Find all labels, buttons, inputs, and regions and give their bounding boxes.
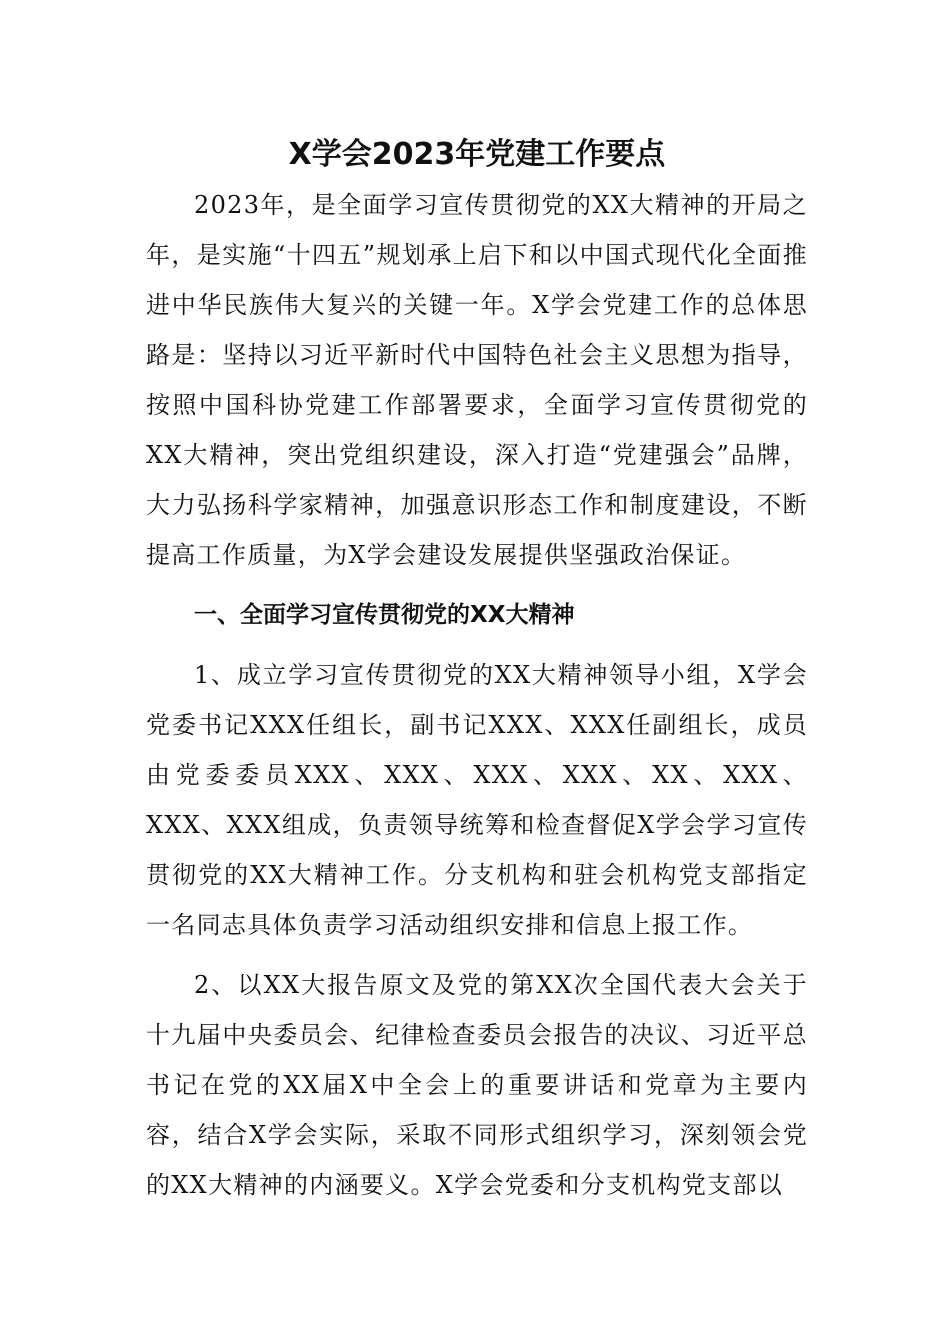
document-title: X学会2023年党建工作要点 <box>288 137 666 172</box>
paragraph-gap <box>146 640 808 650</box>
intro-paragraph: 2023年，是全面学习宣传贯彻党的XX大精神的开局之年，是实施“十四五”规划承上启下和以中国式现代化全面推进中华民族伟大复兴的关键一年。X学会党建工作的总体思路是：坚持以习近平新时代中国特色社会主义思想为指导，按照中国科协党建工作部署要求，全面学习宣传贯彻党的XX大精神，突出党组织建设，深入打造“党建强会”品牌，大力弘扬科学家精神，加强意识形态工作和制度建设，不断提高工作质量，为X学会建设发展提供坚强政治保证。 <box>146 191 808 569</box>
paragraph-gap <box>146 950 808 960</box>
section-heading-1: 一、全面学习宣传贯彻党的XX大精神 <box>194 602 575 628</box>
item-paragraph-1: 1、成立学习宣传贯彻党的XX大精神领导小组，X学会党委书记XXX任组长，副书记XXX、XXX任副组长，成员由党委委员XXX、XXX、XXX、XXX、XX、XXX、XXX、XXX组成，负责领导统筹和检查督促X学会学习宣传贯彻党的XX大精神工作。分支机构和驻会机构党支部指定一名同志具体负责学习活动组织安排和信息上报工作。 <box>146 661 808 939</box>
item-paragraph-2: 2、以XX大报告原文及党的第XX次全国代表大会关于十九届中央委员会、纪律检查委员会报告的决议、习近平总书记在党的XX届X中全会上的重要讲话和党章为主要内容，结合X学会实际，采取不同形式组织学习，深刻领会党的XX大精神的内涵要义。X学会党委和分支机构党支部以 <box>146 971 808 1199</box>
document-body <box>146 130 808 1210</box>
paragraph-gap <box>146 580 808 590</box>
